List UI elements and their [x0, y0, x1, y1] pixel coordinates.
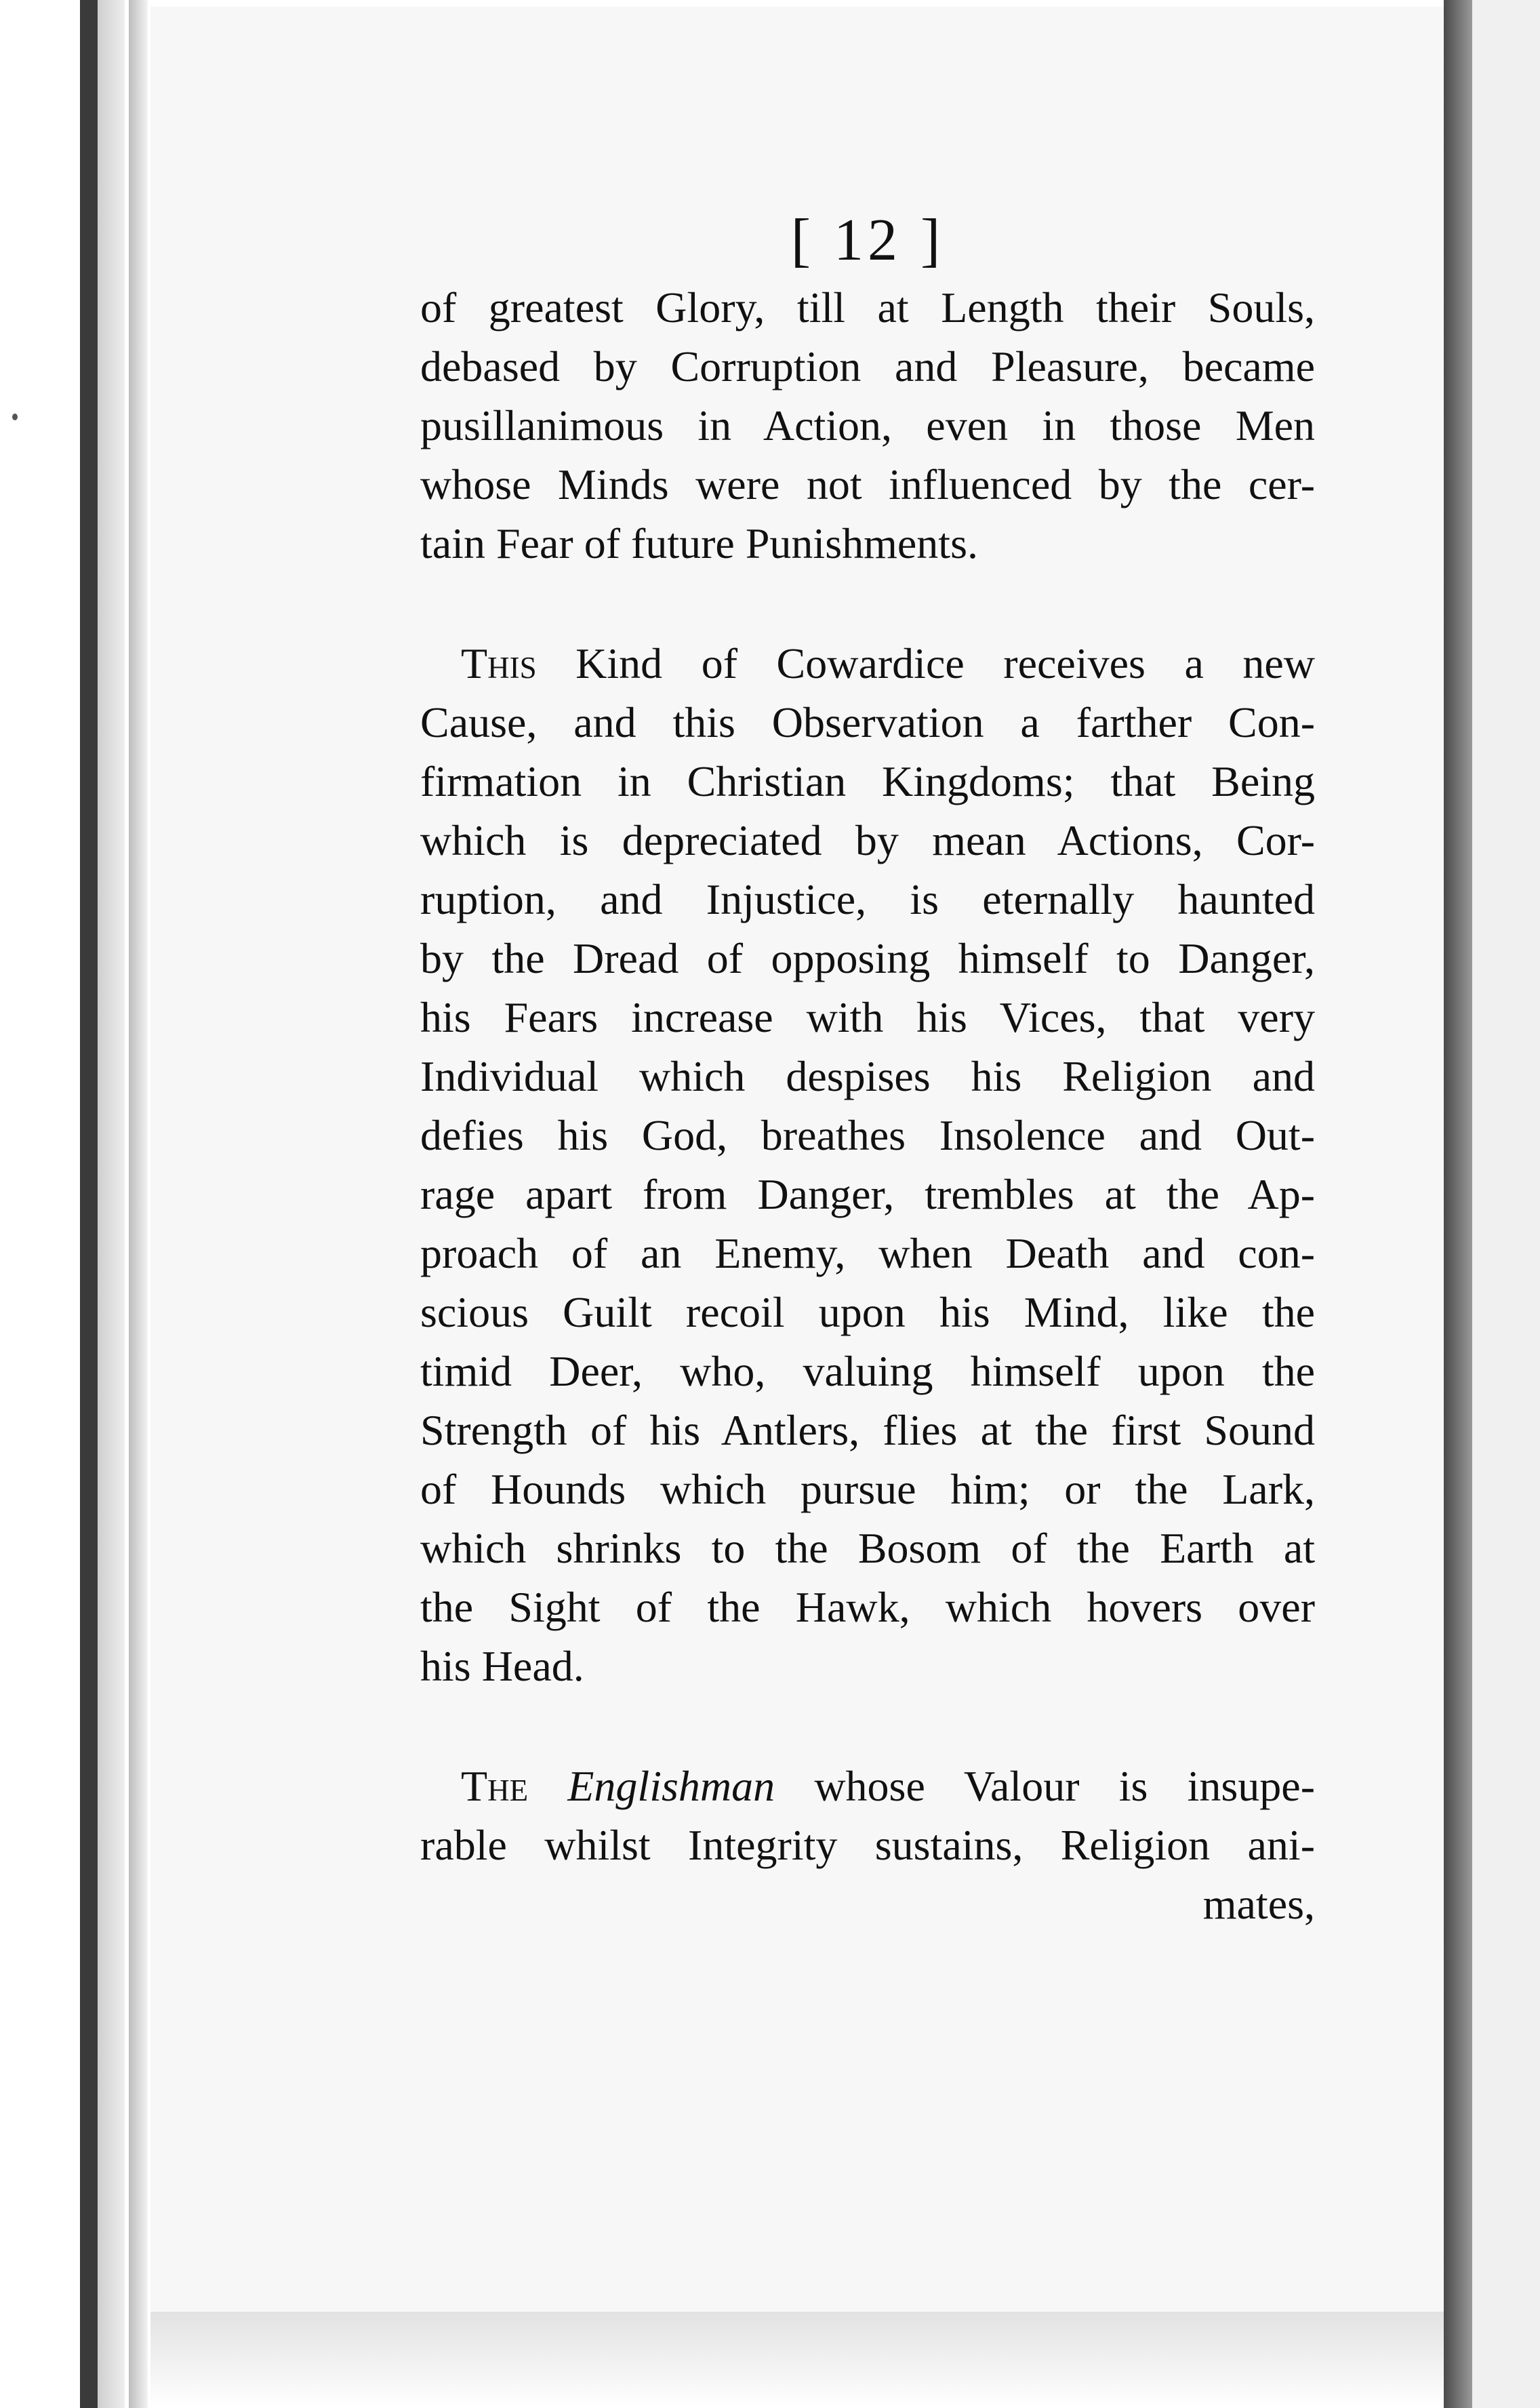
- text-line: which shrinks to the Bosom of the Earth at: [420, 1524, 1315, 1572]
- text-line: scious Guilt recoil upon his Mind, like the: [420, 1288, 1315, 1336]
- text-line: ruption, and Injustice, is eternally haunted: [420, 875, 1315, 923]
- paragraph-lead-word: The: [461, 1762, 529, 1810]
- text-line: whose Minds were not influenced by the cer-: [420, 460, 1315, 508]
- text-line: defies his God, breathes Insolence and Out-: [420, 1111, 1315, 1159]
- page-number: [ 12 ]: [790, 207, 945, 273]
- page-bottom-edge: [150, 2312, 1444, 2408]
- text-line: tain Fear of future Punishments.: [420, 519, 978, 567]
- binding-gutter: [80, 0, 98, 2408]
- right-page-shadow: [1444, 0, 1472, 2408]
- text-line-content: whose Valour is insupe-: [814, 1762, 1315, 1810]
- text-block: [420, 203, 1315, 1933]
- text-line: Cause, and this Observation a farther Con-: [420, 698, 1315, 746]
- text-line: of Hounds which pursue him; or the Lark,: [420, 1465, 1315, 1513]
- paragraph-1: [420, 278, 1315, 573]
- binding-shadow: [98, 0, 125, 2408]
- next-leaf: [1472, 0, 1540, 2408]
- text-line: his Fears increase with his Vices, that very: [420, 993, 1315, 1041]
- text-line: the Sight of the Hawk, which hovers over: [420, 1583, 1315, 1631]
- text-line: pusillanimous in Action, even in those Men: [420, 401, 1315, 449]
- text-line: his Head.: [420, 1642, 584, 1690]
- text-line-first: [420, 1757, 1315, 1815]
- text-line: Individual which despises his Religion and: [420, 1052, 1315, 1100]
- text-line: which is depreciated by mean Actions, Cor-: [420, 816, 1315, 864]
- text-line: rable whilst Integrity sustains, Religion ani-: [420, 1821, 1315, 1869]
- text-line: by the Dread of opposing himself to Danger,: [420, 934, 1315, 982]
- text-line: proach of an Enemy, when Death and con-: [420, 1229, 1315, 1277]
- italic-word: Englishman: [567, 1762, 775, 1810]
- paragraph-gap: [420, 573, 1315, 634]
- text-line: Strength of his Antlers, flies at the first Sound: [420, 1406, 1315, 1454]
- text-line: firmation in Christian Kingdoms; that Being: [420, 757, 1315, 805]
- scan-speck: [12, 414, 18, 420]
- paragraph-lead-word: This: [461, 639, 537, 687]
- paragraph-gap: [420, 1695, 1315, 1757]
- paragraph-3: [420, 1757, 1315, 1933]
- text-line: timid Deer, who, valuing himself upon the: [420, 1347, 1315, 1395]
- catchword: mates,: [1202, 1880, 1315, 1928]
- text-line-first: [420, 634, 1315, 693]
- text-line-content: Kind of Cowardice receives a new: [575, 639, 1315, 687]
- text-line: rage apart from Danger, trembles at the Ap-: [420, 1170, 1315, 1218]
- text-line: debased by Corruption and Pleasure, became: [420, 342, 1315, 390]
- page-inner-edge: [129, 0, 148, 2408]
- text-line: of greatest Glory, till at Length their Souls,: [420, 283, 1315, 332]
- paragraph-2: [420, 634, 1315, 1695]
